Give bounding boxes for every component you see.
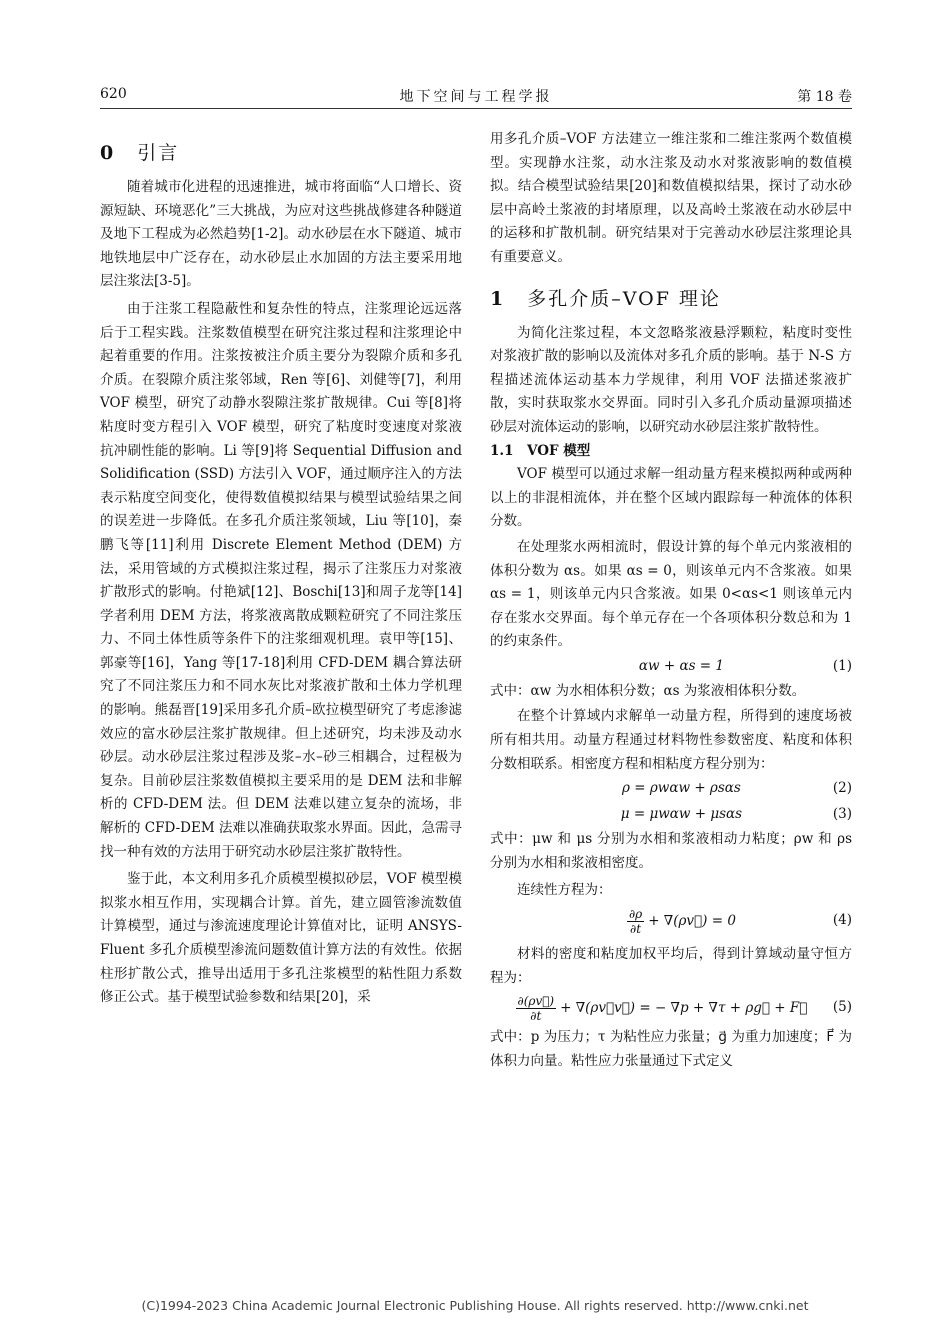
equation-5-numerator: ∂(ρv⃗) (517, 993, 555, 1008)
equation-2-3-notes: 式中：μw 和 μs 分别为水相和浆液相动力粘度；ρw 和 ρs 分别为水相和浆液相密度。 (490, 831, 852, 871)
momentum-conservation-intro: 材料的密度和粘度加权平均后，得到计算域动量守恒方程为： (490, 946, 852, 986)
intro-paragraph-3: 鉴于此，本文利用多孔介质模型模拟砂层，VOF 模型模拟浆水相互作用，实现耦合计算。首先，建立圆管渗流数值计算模型，通过与渗流速度理论计算值对比，证明 ANSYS-Fluent 多孔介质模型渗流问题数值计算方法的有效性。依据柱形扩散公式，推导出适用于多孔注浆模型的粘性阻力系数修正公式。基于模型试验参数和结果[20]，采 (100, 871, 462, 1006)
section-0-number: 0 (100, 142, 116, 164)
equation-5 (490, 990, 852, 1026)
vof-paragraph-2: 在处理浆水两相流时，假设计算的每个单元内浆液相的体积分数为 αs。如果 αs = 0，则该单元内不含浆液。如果 αs = 1，则该单元内只含浆液。如果 0<αs<1 则该单元内存在浆水交界面。每个单元存在一个各项体积分数总和为 1 的约束条件。 (490, 538, 852, 650)
equation-3-formula: μ = μwαw + μsαs (620, 806, 743, 823)
momentum-paragraph: 在整个计算域内求解单一动量方程，所得到的速度场被所有相共用。动量方程通过材料物性参数密度、粘度和体积分数相联系。相密度方程和相粘度方程分别为： (490, 708, 852, 772)
right-column (490, 128, 852, 1073)
equation-1-formula: αw + αs = 1 (638, 658, 724, 675)
equation-5-fraction (516, 994, 557, 1023)
equation-4-formula (490, 907, 833, 936)
section-0-heading (100, 138, 462, 168)
equation-4-fraction (627, 907, 644, 936)
vof-paragraph-1: VOF 模型可以通过求解一组动量方程来模拟两种或两种以上的非混相流体，并在整个区域内跟踪每一种流体的体积分数。 (490, 466, 852, 530)
volume-label: 第 18 卷 (797, 89, 852, 105)
page-number: 620 (100, 86, 127, 102)
section-1-title: 多孔介质–VOF 理论 (527, 287, 721, 310)
equation-5-number: (5) (832, 999, 852, 1016)
equation-5-rest: + ∇(ρv⃗v⃗) = − ∇p + ∇τ + ρg⃗ + F⃗ (560, 999, 808, 1016)
equation-4-rest: + ∇(ρv⃗) = 0 (648, 912, 736, 929)
running-header (100, 86, 852, 110)
equation-1 (490, 654, 852, 680)
equation-2 (490, 776, 852, 802)
equation-4-number: (4) (832, 912, 852, 929)
section-1-number: 1 (490, 287, 506, 310)
copyright-footer: (C)1994-2023 China Academic Journal Electronic Publishing House. All rights reserved. http://www.cnki.net (141, 1298, 809, 1313)
intro-paragraph-1: 随着城市化进程的迅速推进，城市将面临“人口增长、资源短缺、环境恶化”三大挑战，为应对这些挑战修建各种隧道及地下工程成为必然趋势[1-2]。动水砂层在水下隧道、城市地铁地层中广泛存在，动水砂层止水加固的方法主要采用地层注浆法[3-5]。 (100, 179, 462, 290)
equation-4-denominator: ∂t (630, 921, 642, 936)
equation-1-notes: 式中：αw 为水相体积分数；αs 为浆液相体积分数。 (490, 682, 806, 699)
section-1-paragraph: 为简化注浆过程，本文忽略浆液悬浮颗粒，粘度时变性对浆液扩散的影响以及流体对多孔介质的影响。基于 N-S 方程描述流体运动基本力学规律，利用 VOF 法描述浆液扩散，实时获取浆水交界面。同时引入多孔介质动量源项描述砂层对流体运动的影响，以研究动水砂层注浆扩散特性。 (490, 324, 852, 435)
equation-4-numerator: ∂ρ (628, 906, 643, 921)
equation-2-formula: ρ = ρwαw + ρsαs (622, 780, 741, 797)
equation-4 (490, 903, 852, 939)
section-1-heading (490, 284, 852, 314)
intro-paragraph-2: 由于注浆工程隐蔽性和复杂性的特点，注浆理论远远落后于工程实践。注浆数值模型在研究注浆过程和注浆理论中起着重要的作用。注浆按被注介质主要分为裂隙介质和多孔介质。在裂隙介质注浆邻域，Ren 等[6]、刘健等[7]，利用 VOF 模型，研究了动静水裂隙注浆扩散规律。Cui 等[8]将粘度时变方程引入 VOF 模型，研究了粘度时变速度对浆液抗冲刷性能的影响。Li 等[9]将 Sequential Diffusion and Solidification (SSD) 方法引入 VOF，通过顺序注入的方法表示粘度空间变化，使得数值模拟结果与模型试验结果之间的误差进一步降低。在多孔介质注浆领域，Liu 等[10]，秦鹏飞等[11]利用 Discrete Element Method (DEM) 方法，采用管域的方式模拟注浆过程，揭示了注浆压力对浆液扩散形式的影响。付艳斌[12]、Boschi[13]和周子龙等[14]学者利用 DEM 方法，将浆液离散成颗粒研究了不同注浆压力、不同土体性质等条件下的注浆细观机理。袁甲等[15]、郭豪等[16]，Yang 等[17-18]利用 CFD-DEM 耦合算法研究了不同注浆压力和不同水灰比对浆液扩散和土体力学机理的影响。熊磊晋[19]采用多孔介质–欧拉模型研究了考虑渗滤效应的富水砂层注浆扩散规律。但上述研究，均未涉及动水砂层。动水砂层注浆过程涉及浆–水–砂三相耦合，过程极为复杂。目前砂层注浆数值模拟主要采用的是 DEM 法和非解析的 CFD-DEM 法。但 DEM 法难以建立复杂的流场，非解析的 CFD-DEM 法难以准确获取浆水界面。因此，急需寻找一种有效的方法用于研究动水砂层注浆扩散特性。 (100, 300, 462, 860)
equation-3 (490, 802, 852, 828)
equation-5-formula (490, 994, 833, 1023)
header-rule (100, 108, 852, 109)
left-column (100, 128, 462, 1010)
equation-5-denominator: ∂t (530, 1008, 542, 1023)
section-0-title: 引言 (137, 142, 180, 164)
equation-3-number: (3) (832, 806, 852, 823)
intro-paragraph-3-continued: 用多孔介质–VOF 方法建立一维注浆和二维注浆两个数值模型。实现静水注浆，动水注浆及动水对浆液影响的数值模拟。结合模型试验结果[20]和数值模拟结果，探讨了动水砂层中高岭土浆液的封堵原理，以及高岭土浆液在动水砂层中的运移和扩散机制。研究结果对于完善动水砂层注浆理论具有重要意义。 (490, 131, 852, 265)
subsection-1-1-heading: 1.1 VOF 模型 (490, 442, 591, 459)
continuity-intro: 连续性方程为： (517, 882, 612, 899)
equation-2-number: (2) (832, 780, 852, 797)
equation-1-number: (1) (832, 658, 852, 675)
journal-title: 地下空间与工程学报 (399, 89, 553, 105)
equation-5-notes: 式中：p 为压力；τ 为粘性应力张量；g⃗ 为重力加速度；F⃗ 为体积力向量。粘性应力张量通过下式定义 (490, 1029, 852, 1069)
